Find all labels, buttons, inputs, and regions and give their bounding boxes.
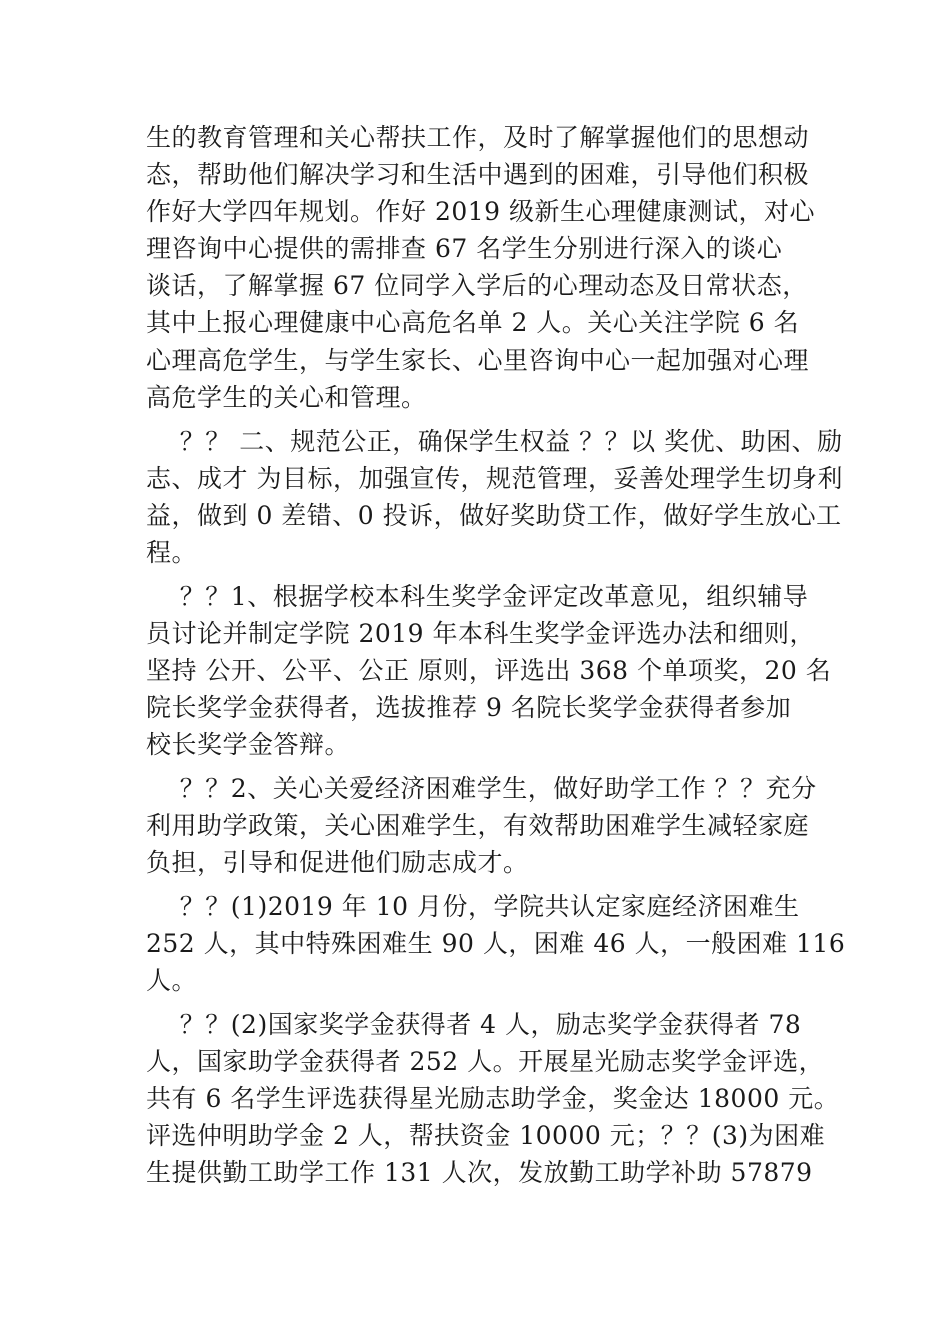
text-line: 坚持 公开、公平、公正 原则，评选出 368 个单项奖，20 名 <box>146 656 832 685</box>
text-line: 谈话，了解掌握 67 位同学入学后的心理动态及日常状态， <box>146 271 808 300</box>
text-line: 志、成才 为目标，加强宣传，规范管理，妥善处理学生切身利 <box>146 464 843 493</box>
text-line: 人。 <box>146 966 198 995</box>
text-line: ？？2、关心关爱经济困难学生，做好助学工作 ？？充分 <box>146 774 817 803</box>
text-line: 利用助学政策，关心困难学生，有效帮助困难学生减轻家庭 <box>146 811 810 840</box>
text-line: 负担，引导和促进他们励志成才。 <box>146 848 529 877</box>
text-line: 人，国家助学金获得者 252 人。开展星光励志奖学金评选， <box>146 1047 825 1076</box>
text-line: 校长奖学金答辩。 <box>146 730 351 759</box>
text-line: ？？ 二、规范公正，确保学生权益 ？？以 奖优、助困、励 <box>146 427 843 456</box>
text-line: 员讨论并制定学院 2019 年本科生奖学金评选办法和细则， <box>146 619 816 648</box>
text-line: 其中上报心理健康中心高危名单 2 人。关心关注学院 6 名 <box>146 308 800 337</box>
text-line: 生的教育管理和关心帮扶工作，及时了解掌握他们的思想动 <box>146 123 810 152</box>
text-line: ？？1、根据学校本科生奖学金评定改革意见，组织辅导 <box>146 582 809 611</box>
text-line: 益，做到 0 差错、0 投诉，做好奖助贷工作，做好学生放心工 <box>146 501 842 530</box>
text-line: 程。 <box>146 538 198 567</box>
text-line: 院长奖学金获得者，选拔推荐 9 名院长奖学金获得者参加 <box>146 693 792 722</box>
text-line: 理咨询中心提供的需排查 67 名学生分别进行深入的谈心 <box>146 234 783 263</box>
text-line: ？？(1)2019 年 10 月份，学院共认定家庭经济困难生 <box>146 892 800 921</box>
text-line: 态，帮助他们解决学习和生活中遇到的困难，引导他们积极 <box>146 160 810 189</box>
text-line: 生提供勤工助学工作 131 人次，发放勤工助学补助 57879 <box>146 1158 813 1187</box>
text-line: 高危学生的关心和管理。 <box>146 383 427 412</box>
text-line: 作好大学四年规划。作好 2019 级新生心理健康测试，对心 <box>146 197 816 226</box>
text-line: 252 人，其中特殊困难生 90 人，困难 46 人，一般困难 116 <box>146 929 846 958</box>
text-line: 心理高危学生，与学生家长、心里咨询中心一起加强对心理 <box>146 346 810 375</box>
text-line: ？？(2)国家奖学金获得者 4 人，励志奖学金获得者 78 <box>146 1010 802 1039</box>
text-line: 评选仲明助学金 2 人，帮扶资金 10000 元；？？(3)为困难 <box>146 1121 826 1150</box>
text-line: 共有 6 名学生评选获得星光励志助学金，奖金达 18000 元。 <box>146 1084 840 1113</box>
